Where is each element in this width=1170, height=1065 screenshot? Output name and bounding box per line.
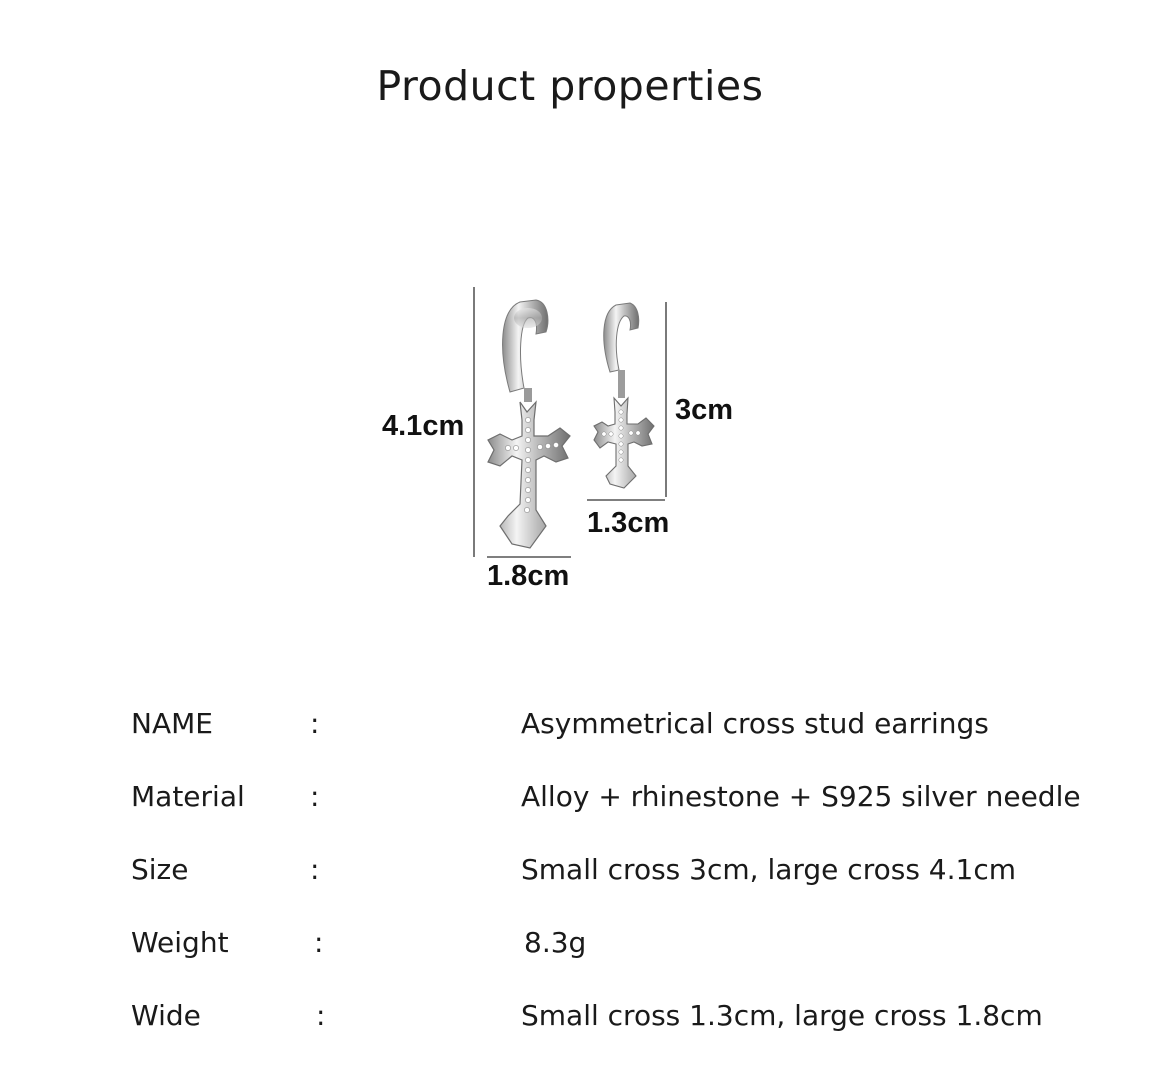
property-separator: :	[310, 780, 320, 813]
property-label: NAME	[131, 707, 213, 740]
property-label: Weight	[131, 926, 229, 959]
large-width-label: 1.8cm	[487, 560, 570, 592]
small-height-label: 3cm	[675, 394, 734, 426]
property-row-wide	[0, 999, 1170, 1039]
large-height-label: 4.1cm	[382, 410, 465, 442]
property-label: Size	[131, 853, 189, 886]
property-separator: :	[310, 707, 320, 740]
property-separator: :	[310, 853, 320, 886]
property-label: Wide	[131, 999, 201, 1032]
property-row-size	[0, 853, 1170, 893]
property-row-name	[0, 707, 1170, 747]
small-width-label: 1.3cm	[587, 507, 670, 539]
property-value: Asymmetrical cross stud earrings	[521, 707, 989, 740]
property-value: Small cross 3cm, large cross 4.1cm	[521, 853, 1017, 886]
property-value: 8.3g	[524, 926, 587, 959]
property-row-material	[0, 780, 1170, 820]
property-value: Alloy + rhinestone + S925 silver needle	[521, 780, 1081, 813]
page-title: Product properties	[376, 62, 764, 110]
property-label: Material	[131, 780, 245, 813]
property-value: Small cross 1.3cm, large cross 1.8cm	[521, 999, 1043, 1032]
property-separator: :	[316, 999, 326, 1032]
property-row-weight	[0, 926, 1170, 966]
property-separator: :	[314, 926, 324, 959]
